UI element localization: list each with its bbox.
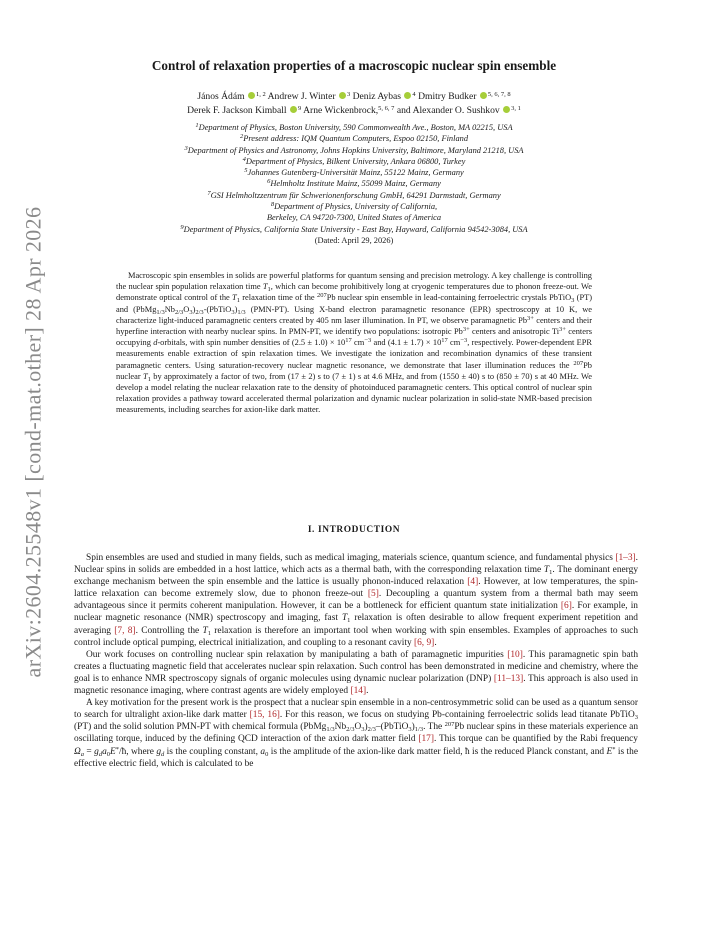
affiliation: $^6$Helmholtz Institute Mainz, 55099 Mainz, Germany <box>267 178 441 189</box>
affiliation: $^1$Department of Physics, Boston University, 590 Commonwealth Ave., Boston, MA 02215, USA <box>195 122 513 132</box>
paper-title: Control of relaxation properties of a macroscopic nuclear spin ensemble <box>151 58 557 73</box>
affiliation: $^9$Department of Physics, California State University - East Bay, Hayward, California 94542-3084, USA <box>180 223 528 234</box>
citation-link[interactable]: [6] <box>560 601 572 612</box>
citation-link[interactable]: [14] <box>350 686 367 697</box>
orcid-icon[interactable] <box>480 92 487 99</box>
author-line-2: Derek F. Jackson Kimball $^9$ Arne Wickenbrock,$^{5, 6, 7}$ and Alexander O. Sushkov $^{3, 1}$ <box>187 105 521 116</box>
author-name: Derek F. Jackson Kimball <box>187 105 287 116</box>
citation-link[interactable]: [10] <box>507 649 523 660</box>
section-heading-introduction: I. INTRODUCTION <box>307 525 401 535</box>
affiliation: $^3$Department of Physics and Astronomy, Johns Hopkins University, Baltimore, Maryland 21218, USA <box>184 144 524 155</box>
arxiv-sidebar-stamp <box>12 206 54 678</box>
introduction-body <box>74 552 638 770</box>
citation-link[interactable]: [5] <box>367 589 379 600</box>
abstract <box>116 270 592 416</box>
affiliation: Berkeley, CA 94720-7300, United States of America <box>266 213 442 223</box>
author-name: Alexander O. Sushkov <box>412 105 500 116</box>
dated-line: (Dated: April 29, 2026) <box>314 235 394 245</box>
citation-link[interactable]: [15, 16] <box>249 710 280 721</box>
intro-paragraph: Spin ensembles are used and studied in many fields, such as medical imaging, materials science, quantum science, and fundamental physics [1–3]. Nuclear spins in solids are embedded in a host lattice, which acts as a thermal bath, with the corresponding relaxation time $T_1$. The dominant energy exchange mechanism between the spin ensemble and the lattice is usually phonon-induced relaxation [4]. However, at low temperatures, the spin-lattice relaxation can become extremely slow, due to phonon freeze-out [5]. Decoupling a quantum system from a thermal bath may seem advantageous since it permits coherent manipulation. However, it can be a bottleneck for efficient quantum state initialization [6]. For example, in nuclear magnetic resonance (NMR) spectroscopy and imaging, fast $T_1$ relaxation is often desirable to allow frequent experiment repetition and averaging [7, 8]. Controlling the $T_1$ relaxation is therefore an important tool when working with spin ensembles. Examples of approaches to such control include optical pumping, electrical initialization, and coupling to a resonant cavity [6, 9]. <box>74 553 639 648</box>
author-name: Arne Wickenbrock, <box>303 105 379 116</box>
affiliation: $^8$Department of Physics, University of California, <box>270 201 438 212</box>
author-name: János Ádám <box>197 91 245 102</box>
citation-link[interactable]: [1–3] <box>615 553 636 563</box>
affiliation: $^4$Department of Physics, Bilkent University, Ankara 06800, Turkey <box>242 155 466 166</box>
orcid-icon[interactable] <box>290 106 297 113</box>
abstract-paragraph: Macroscopic spin ensembles in solids are powerful platforms for quantum sensing and precision metrology. A key challenge is controlling the nuclear spin population relaxation time $T_1$, which can become prohibitively long at cryogenic temperatures due to phonon freeze-out. We demonstrate optical control of the $T_1$ relaxation time of the $^{207}$Pb nuclear spin ensemble in lead-containing ferroelectric crystals PbTiO$_3$ (PT) and $(PbMg_{1/3}Nb_{2/3}O_3)_{2/3}-(PbTiO_3)_{1/3}$ (PMN-PT). Using X-band electron paramagnetic resonance (EPR) spectroscopy at 10 K, we characterize light-induced paramagnetic centers created by 405 nm laser illumination. In PT, we observe paramagnetic $Pb^{3+}$ centers and their hyperfine interaction with nearby nuclear spins. In PMN-PT, we identify two populations: isotropic $Pb^{3+}$ centers and anisotropic $Ti^{3+}$ centers occupying d-orbitals, with spin number densities of $(2.5 \pm 1.0) \times 10^{17}$ $cm^{-3}$ and $(4.1 \pm 1.7) \times 10^{17}$ $cm^{-3}$, respectively. Power-dependent EPR measurements enable extraction of spin relaxation times. We investigate the ionization and recombination dynamics of these transient paramagnetic centers. Using saturation-recovery nuclear magnetic resonance, we demonstrate that laser illumination reduces the $^{207}$Pb nuclear $T_1$ by approximately a factor of two, from (17 ± 2) s to (7 ± 1) s at 4.6 MHz, and from (1550 ± 40) s to (850 ± 70) s at 40 MHz. We develop a model relating the nuclear relaxation rate to the density of photoinduced paramagnetic centers. This optical control of nuclear spin relaxation provides a pathway toward accelerated thermal polarization and dynamic nuclear polarization in solid-state NMR-based precision measurements, including searches for axion-like dark matter. <box>116 271 593 415</box>
orcid-icon[interactable] <box>404 92 411 99</box>
orcid-icon[interactable] <box>248 92 255 99</box>
orcid-icon[interactable] <box>503 106 510 113</box>
author-name: Dmitry Budker <box>418 91 477 102</box>
citation-link[interactable]: [7, 8] <box>114 625 136 636</box>
intro-paragraph: A key motivation for the present work is the prospect that a nuclear spin ensemble in a non-centrosymmetric solid can be used as a quantum sensor to search for ultralight axion-like dark matter [15, 16]. For this reason, we focus on studying Pb-containing ferroelectric solids lead titanate PbTiO$_3$ (PT) and the solid solution PMN-PT with chemical formula $(PbMg_{1/3}Nb_{2/3}O_3)_{2/3}-(PbTiO_3)_{1/3}$. The $^{207}$Pb nuclear spins in these materials experience an oscillating torque, induced by the defining QCD interaction of the axion dark matter field [17]. This torque can be quantified by the Rabi frequency $\Omega_a$ = $g_da_0E^*/ħ$, where $g_d$ is the coupling constant, $a_0$ is the amplitude of the axion-like dark matter field, ħ is the reduced Planck constant, and E* is the effective electric field, which is calculated to be <box>74 698 639 769</box>
affiliation: $^2$Present address: IQM Quantum Computers, Espoo 02150, Finland <box>239 133 469 144</box>
affiliation: $^5$Johannes Gutenberg-Universität Mainz, 55122 Mainz, Germany <box>244 167 464 178</box>
citation-link[interactable]: [6, 9] <box>414 637 435 648</box>
citation-link[interactable]: [4] <box>467 577 479 588</box>
author-name: Deniz Aybas <box>352 91 402 102</box>
author-line-1: János Ádám $^{1, 2}$ Andrew J. Winter $^3$ Deniz Aybas $^4$ Dmitry Budker $^{5, 6, 7, 8}$ <box>197 91 511 102</box>
intro-paragraph: Our work focuses on controlling nuclear spin relaxation by manipulating a bath of paramagnetic impurities [10]. This paramagnetic spin bath creates a fluctuating magnetic field that accelerates nuclear spin relaxation. Such control has been demonstrated in medicine and chemistry, where the goal is to enhance NMR spectroscopy signals of organic molecules using dynamic nuclear polarization (DNP) [11–13]. This approach is also used in magnetic resonance imaging, where contrast agents are widely employed [14]. <box>74 649 639 697</box>
affiliation: $^7$GSI Helmholtzzentrum für Schwerionenforschung GmbH, 64291 Darmstadt, Germany <box>207 189 501 200</box>
affiliations <box>60 122 648 246</box>
author-name: Andrew J. Winter <box>267 91 336 102</box>
author-and: and <box>396 105 411 116</box>
orcid-icon[interactable] <box>339 92 346 99</box>
citation-link[interactable]: [11–13] <box>493 673 524 684</box>
arxiv-identifier: arXiv:2604.25548v1 [cond-mat.other] 28 Apr 2026 <box>20 206 46 678</box>
citation-link[interactable]: [17] <box>418 734 434 745</box>
